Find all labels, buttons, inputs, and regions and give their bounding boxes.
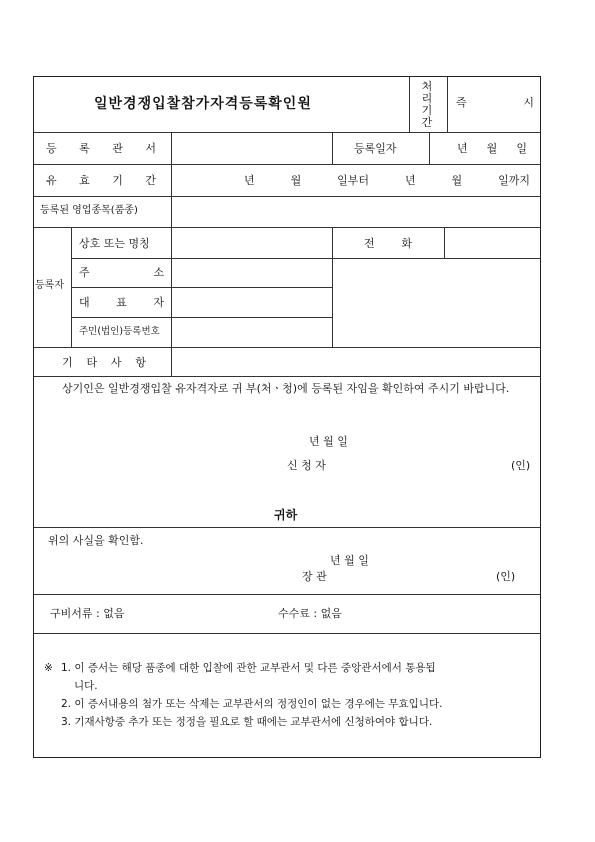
representative-label: 대 표 자 [79,296,164,309]
request-text: 상기인은 일반경쟁입찰 유자격자로 귀 부(처ㆍ청)에 등록된 자임을 확인하여 주시기 바랍니다. [62,382,510,395]
document-title: 일반경쟁입찰참가자격등록확인원 [94,96,312,112]
note-1: 1. 이 증서는 해당 품종에 대한 입찰에 관한 교부관서 및 다른 중앙관서에서 통용됩 [61,662,436,674]
reg-date-label: 등록일자 [354,142,397,155]
validity-value: 년 월 일부터 년 월 일까지 [244,174,530,187]
col-divider [429,132,430,164]
note-3: 3. 기재사항중 추가 또는 정정을 필요로 할 때에는 교부관서에 신청하여야 합니다. [61,716,433,728]
row-divider [34,376,540,377]
row-divider [34,347,540,348]
confirm-date: 년 월 일 [330,554,369,567]
row-divider [71,317,332,318]
request-date: 년 월 일 [309,435,348,448]
col-divider [71,227,72,347]
required-documents: 구비서류 : 없음 [50,607,125,620]
col-divider [171,347,172,376]
col-divider [444,227,445,258]
addressee-label: 귀하 [274,508,298,522]
row-divider [34,633,540,634]
business-items-label: 등록된 영업종목(품종) [40,205,138,216]
col-divider [447,77,448,132]
row-divider [34,196,540,197]
fee: 수수료 : 없음 [278,607,342,620]
row-divider [71,287,332,288]
row-divider [34,594,540,595]
processing-period-label: 처리기간 [421,80,433,129]
row-divider [34,164,540,165]
office-label: 등 록 관 서 [46,142,156,155]
col-divider [171,132,172,347]
processing-period-value: 즉 시 [456,96,534,109]
other-matters-label: 기 타 사 항 [62,356,146,369]
name-label: 상호 또는 명칭 [79,237,150,250]
applicant-seal: (인) [511,459,531,472]
phone-label: 전 화 [364,237,412,250]
row-divider [34,227,540,228]
row-divider [34,527,540,528]
registrant-label: 등록자 [35,280,64,291]
address-label: 주 소 [79,266,164,279]
reg-date-value: 년 월 일 [457,142,527,155]
registration-number-label: 주민(법인)등록번호 [79,326,160,337]
col-divider [332,227,333,347]
row-divider [71,258,540,259]
col-divider [409,77,410,132]
confirm-text: 위의 사실을 확인함. [48,534,144,547]
validity-label: 유 효 기 간 [46,174,156,187]
minister-seal: (인) [496,570,516,583]
row-divider [34,132,540,133]
minister-label: 장 관 [302,570,327,583]
certificate-form [33,76,541,758]
applicant-label: 신 청 자 [287,459,326,472]
note-2: 2. 이 증서내용의 첨가 또는 삭제는 교부관서의 정정인이 없는 경우에는 무효입니다. [61,698,443,710]
notes-mark: ※ [44,662,53,674]
note-1-continuation: 니다. [74,680,98,692]
notes-list [61,659,442,731]
col-divider [332,132,333,164]
